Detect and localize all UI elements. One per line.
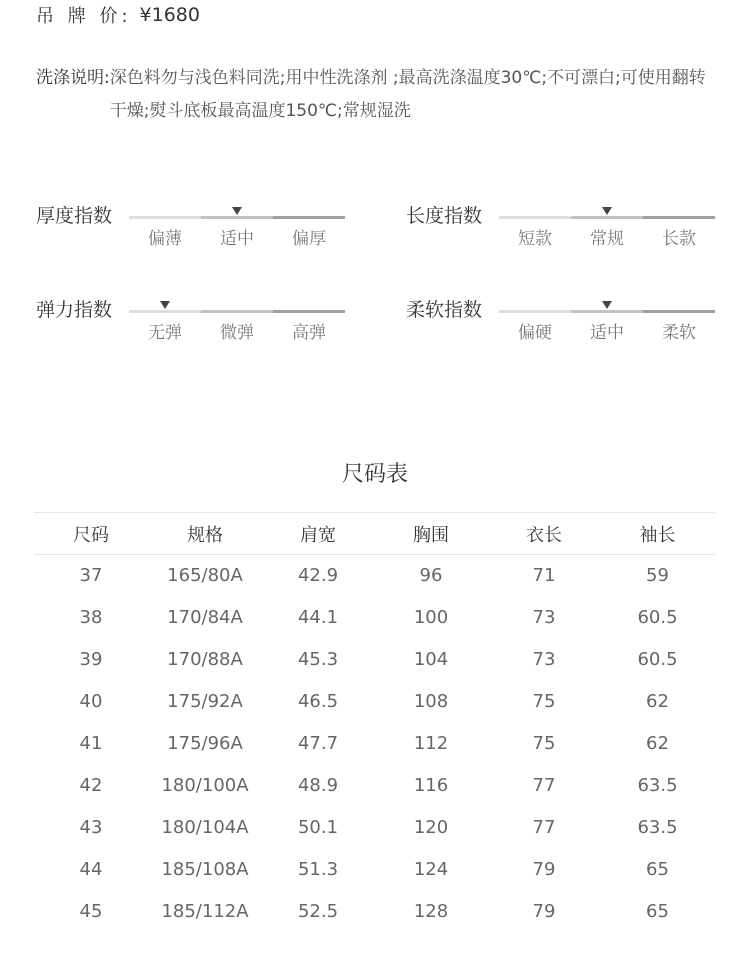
table-cell: 100: [413, 607, 449, 628]
table-cell: 180/104A: [161, 817, 249, 838]
column-header: 尺码: [34, 513, 148, 555]
table-cell: 45.3: [297, 649, 339, 670]
table-cell: 65: [646, 859, 669, 880]
table-cell: 59: [646, 565, 669, 587]
column-header: 袖长: [600, 513, 715, 555]
table-cell: 77: [532, 817, 556, 838]
column-header: 胸围: [374, 513, 488, 555]
table-cell: 185/112A: [161, 901, 249, 922]
column-header: 规格: [148, 513, 262, 555]
index-option: 短款: [518, 229, 552, 249]
table-cell: 165/80A: [167, 565, 243, 587]
table-row: [34, 723, 715, 765]
table-row: [34, 807, 715, 849]
index-option: 常规: [590, 229, 624, 249]
index-name: 柔软指数: [406, 299, 483, 321]
table-cell: 180/100A: [161, 775, 249, 796]
table-row: [34, 891, 715, 933]
table-cell: 47.7: [297, 733, 339, 754]
table-cell: 42.9: [297, 565, 339, 587]
table-cell: 116: [413, 775, 449, 796]
index-option: 柔软: [662, 323, 696, 343]
table-cell: 41: [79, 733, 103, 754]
table-cell: 46.5: [297, 691, 339, 712]
table-cell: 73: [532, 649, 556, 670]
table-cell: 44: [79, 859, 103, 880]
table-row: [34, 555, 715, 597]
index-option: 适中: [220, 229, 254, 249]
index-option: 微弹: [220, 323, 254, 343]
table-cell: 40: [79, 691, 103, 712]
length-index: [406, 203, 736, 263]
table-cell: 60.5: [637, 649, 678, 670]
table-cell: 50.1: [297, 817, 339, 838]
table-cell: 48.9: [297, 775, 339, 796]
table-cell: 128: [413, 901, 449, 922]
index-option: 高弹: [292, 323, 326, 343]
table-cell: 96: [419, 565, 443, 587]
table-cell: 38: [79, 607, 103, 628]
softness-index: [406, 297, 736, 357]
table-cell: 62: [646, 691, 669, 712]
index-marker-icon: [160, 301, 170, 309]
table-cell: 65: [646, 901, 669, 922]
tag-price-label: 吊 牌 价:: [36, 6, 132, 27]
index-name: 弹力指数: [36, 299, 113, 321]
index-marker-icon: [602, 207, 612, 215]
table-cell: 170/84A: [167, 607, 243, 628]
index-marker-icon: [602, 301, 612, 309]
index-marker-icon: [232, 207, 242, 215]
index-scale: [129, 310, 345, 313]
table-cell: 45: [79, 901, 103, 922]
table-cell: 51.3: [297, 859, 339, 880]
table-row: [34, 639, 715, 681]
washing-instructions-text: 深色料勿与浅色料同洗;用中性洗涤剂 ;最高洗涤温度30℃;不可漂白;可使用翻转干燥;熨斗底板最高温度150℃;常规湿洗: [109, 68, 706, 121]
tag-price-row: [36, 2, 200, 28]
table-cell: 75: [532, 691, 556, 712]
table-cell: 43: [79, 817, 103, 838]
index-scale: [499, 310, 715, 313]
table-cell: 37: [79, 565, 103, 587]
table-cell: 63.5: [637, 775, 678, 796]
table-cell: 120: [413, 817, 449, 838]
elasticity-index: [36, 297, 366, 357]
table-cell: 42: [79, 775, 103, 796]
table-row: [34, 849, 715, 891]
table-cell: 73: [532, 607, 556, 628]
table-cell: 77: [532, 775, 556, 796]
table-cell: 175/92A: [167, 691, 243, 712]
table-cell: 52.5: [297, 901, 339, 922]
size-chart-title: 尺码表: [341, 462, 408, 487]
index-option: 偏薄: [148, 229, 182, 249]
washing-instructions: [36, 62, 716, 128]
index-name: 厚度指数: [36, 205, 113, 227]
index-scale: [499, 216, 715, 219]
table-cell: 60.5: [637, 607, 678, 628]
table-row: [34, 597, 715, 639]
table-cell: 79: [532, 859, 556, 880]
table-cell: 63.5: [637, 817, 678, 838]
table-cell: 185/108A: [161, 859, 249, 880]
table-cell: 79: [532, 901, 556, 922]
index-option: 偏硬: [518, 323, 552, 343]
size-chart-header-row: [34, 513, 715, 555]
table-cell: 75: [532, 733, 556, 754]
table-row: [34, 681, 715, 723]
table-row: [34, 765, 715, 807]
table-cell: 112: [413, 733, 449, 754]
table-cell: 175/96A: [167, 733, 243, 754]
table-cell: 71: [532, 565, 556, 587]
column-header: 衣长: [488, 513, 600, 555]
washing-instructions-label: 洗涤说明:: [36, 68, 110, 88]
table-cell: 44.1: [297, 607, 339, 628]
index-option: 无弹: [148, 323, 182, 343]
table-cell: 39: [79, 649, 103, 670]
size-chart-table: [34, 512, 715, 933]
column-header: 肩宽: [262, 513, 374, 555]
table-cell: 104: [413, 649, 449, 670]
index-option: 适中: [590, 323, 624, 343]
table-cell: 170/88A: [167, 649, 243, 670]
index-name: 长度指数: [406, 205, 483, 227]
index-scale: [129, 216, 345, 219]
index-option: 偏厚: [292, 229, 326, 249]
thickness-index: [36, 203, 366, 263]
table-cell: 124: [413, 859, 449, 880]
tag-price-value: ¥1680: [139, 4, 200, 26]
index-option: 长款: [662, 229, 696, 249]
table-cell: 108: [413, 691, 449, 712]
table-cell: 62: [646, 733, 669, 754]
